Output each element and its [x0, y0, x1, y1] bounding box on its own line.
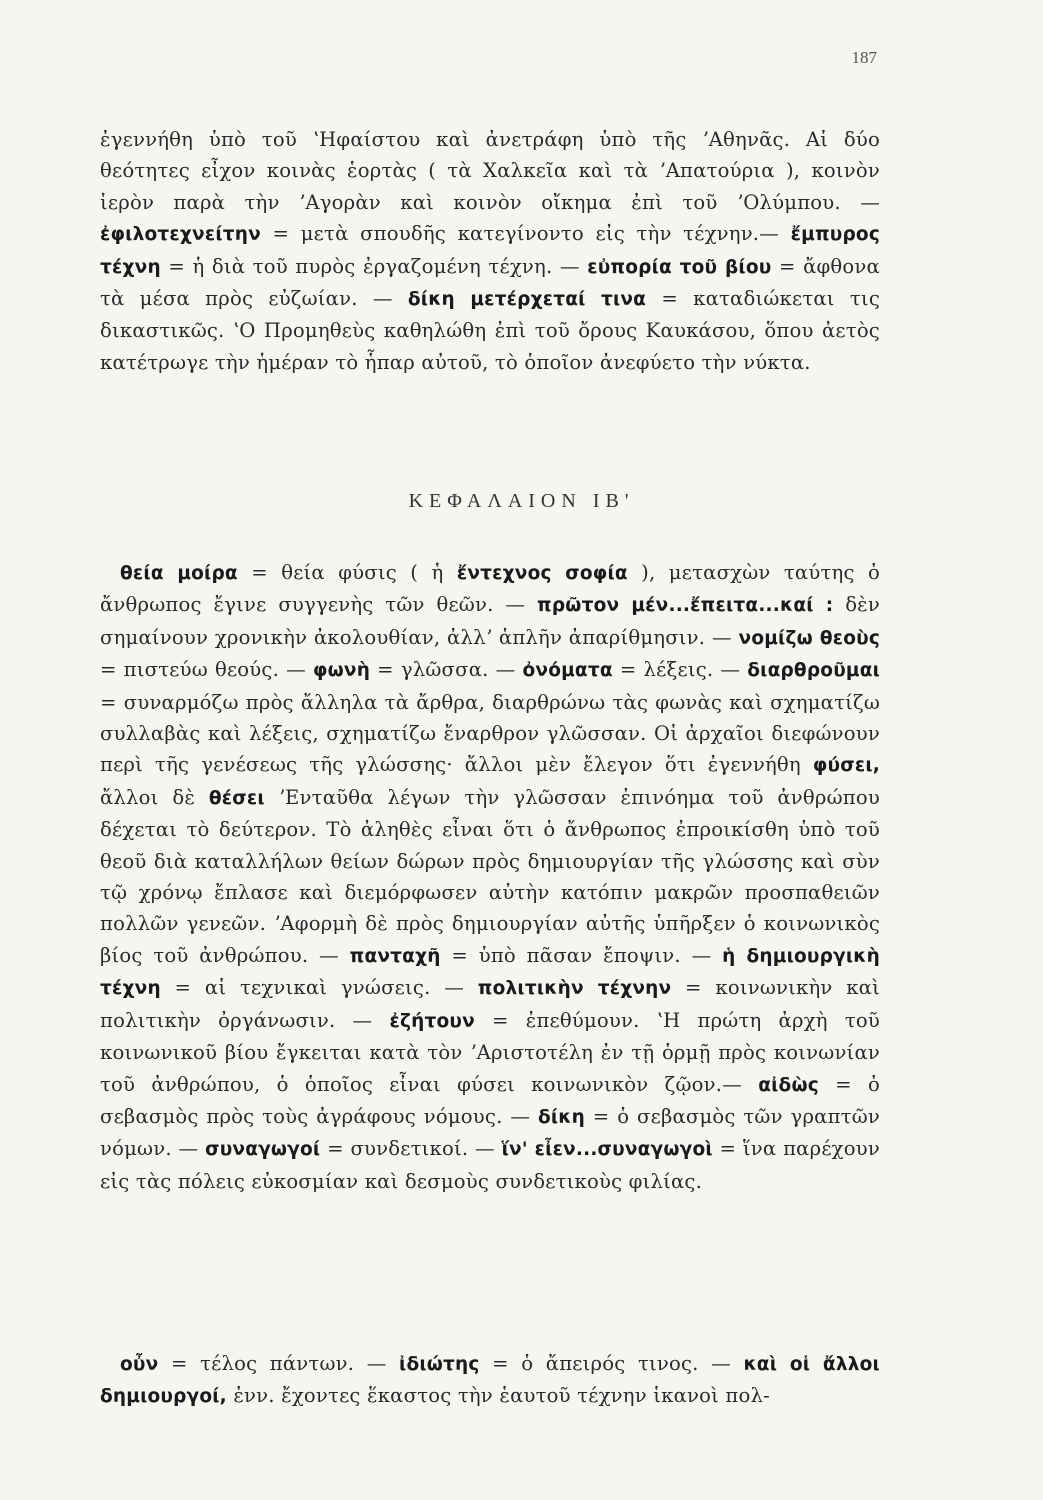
lemma-term: νομίζω θεοὺς [738, 627, 880, 649]
lemma-term: ἔντεχνος σοφία [456, 563, 628, 584]
text-segment: = μετὰ σπουδῆς κατεγίνοντο εἰς τὴν τέχνην.— [272, 222, 780, 246]
lemma-term: φωνὴ [312, 660, 371, 682]
text-segment: ἐγεννήθη ὑπὸ τοῦ ʽΗφαίστου καὶ ἀνετράφη ὑπὸ τῆς ʼΑθηνᾶς. Αἱ δύο θεότητες εἶχον κοινὰς ἑορτὰς ( τὰ Χαλκεῖα καὶ τὰ ʼΑπατούρια ), κοινὸν ἱερὸν παρὰ τὴν ʼΑγορὰν καὶ κοινὸν οἴκημα ἐπὶ τοῦ ʼΟλύμπου. — [100, 128, 880, 214]
lemma-term: οὖν [120, 1354, 159, 1375]
lemma-term: δίκη μετέρχεταί τινα [407, 289, 647, 311]
text-segment: ʼΕνταῦθα λέγων τὴν γλῶσσαν ἐπινόημα τοῦ ἀνθρώπου δέχεται τὸ δεύτερον. Τὸ ἀληθὲς εἶναι ὅτι ὁ ἄνθρωπος ἐπροικίσθη ὑπὸ τοῦ θεοῦ διὰ καταλλήλων θείων δώρων πρὸς δημιουργίαν τῆς γλώσσης καὶ σὺν τῷ χρόνῳ ἔπλασε καὶ διεμόρφωσεν αὐτὴν κατόπιν μακρῶν προσπαθειῶν πολλῶν γενεῶν. ʼΑφορμὴ δὲ πρὸς δημιουργίαν αὐτῆς ὑπῆρξεν ὁ κοινωνικὸς βίος τοῦ ἀνθρώπου. — [100, 785, 880, 967]
lemma-term: συναγωγοί [205, 1139, 321, 1161]
lemma-term: καὶ οἱ ἄλλοι δημιουργοί, [100, 1354, 880, 1408]
text-segment: = ἄφθονα τὰ μέσα πρὸς εὐζωίαν. — [100, 254, 880, 311]
lemma-term: ἰδιώτης [399, 1354, 480, 1375]
text-segment: = κοινωνικὴν καὶ πολιτικὴν ὀργάνωσιν. — [100, 976, 880, 1032]
text-segment: = ἐπεθύμουν. ʽΗ πρώτη ἀρχὴ τοῦ κοινωνικοῦ βίου ἔγκειται κατὰ τὸν ʼΑριστοτέλη ἐν τῇ ὁρμῇ πρὸς κοινωνίαν τοῦ ἀνθρώπου, ὁ ὁποῖος εἶναι φύσει κοινωνικὸν ζῷον.— [100, 1008, 880, 1096]
paragraph-final-commentary [100, 1348, 880, 1413]
text-segment: = αἱ τεχνικαὶ γνώσεις. — [174, 976, 465, 1000]
text-segment: = ἵνα παρέχουν εἰς τὰς πόλεις εὐκοσμίαν καὶ δεσμοὺς συνδετικοὺς φιλίας. [100, 1137, 880, 1193]
text-segment: = θεία φύσις ( ἡ [251, 561, 444, 584]
text-segment: ἐνν. ἔχοντες ἕκαστος τὴν ἑαυτοῦ τέχνην ἱκανοὶ πολ- [233, 1384, 770, 1408]
paragraph-prometheus-commentary [100, 124, 880, 378]
lemma-term: πρῶτον μέν...ἔπειτα...καί : [537, 595, 834, 617]
lemma-term: αἰδὼς [758, 1074, 819, 1096]
lemma-term: θέσει [208, 787, 265, 809]
text-segment: δὲν σημαίνουν χρονικὴν ἀκολουθίαν, ἀλλʼ ἁπλῆν ἀπαρίθμησιν. — [100, 593, 881, 649]
text-segment: = λέξεις. — [619, 658, 741, 682]
lemma-term: φύσει, [812, 755, 880, 777]
text-segment: = γλῶσσα. — [377, 658, 516, 682]
text-segment: ἄλλοι δὲ [100, 785, 196, 809]
lemma-term: ἔμπυρος τέχνη [100, 224, 880, 278]
text-segment: = ὁ σεβασμὸς πρὸς τοὺς ἀγράφους νόμους. — [100, 1072, 881, 1128]
lemma-term: δίκη [537, 1106, 585, 1128]
lemma-term: ἐζήτουν [389, 1010, 475, 1032]
lemma-term: ὀνόματα [522, 660, 613, 682]
text-segment: = ὑπὸ πᾶσαν ἔποψιν. — [451, 943, 712, 967]
chapter-heading: ΚΕΦΑΛΑΙΟΝ ΙΒ' [408, 490, 635, 512]
lemma-term: θεία μοίρα [120, 563, 238, 584]
text-segment: = τέλος πάντων. — [170, 1352, 387, 1375]
lemma-term: πανταχῆ [349, 945, 441, 967]
paragraph-chapter-commentary [100, 557, 880, 1197]
lemma-term: εὐπορία τοῦ βίου [587, 256, 772, 278]
text-segment: = ὁ ἄπειρός τινος. — [492, 1352, 731, 1375]
text-segment: = πιστεύω θεούς. — [100, 658, 306, 682]
lemma-term: ἡ δημιουργικὴ τέχνη [100, 945, 880, 1000]
text-segment: = ὁ σεβασμὸς τῶν γραπτῶν νόμων. — [100, 1104, 880, 1161]
lemma-term: ἵν' εἶεν...συναγωγοὶ [501, 1139, 713, 1161]
lemma-term: πολιτικὴν τέχνην [477, 978, 672, 1000]
text-segment: = συνδετικοί. — [327, 1137, 495, 1161]
text-segment: = συναρμόζω πρὸς ἄλληλα τὰ ἄρθρα, διαρθρώνω τὰς φωνὰς καὶ σχηματίζω συλλαβὰς καὶ λέξεις, σχηματίζω ἔναρθρον γλῶσσαν. Οἱ ἀρχαῖοι διεφώνουν περὶ τῆς γενέσεως τῆς γλώσσης· ἄλλοι μὲν ἔλεγον ὅτι ἐγεννήθη [100, 690, 880, 777]
lemma-term: διαρθροῦμαι [747, 660, 881, 682]
lemma-term: ἐφιλοτεχνείτην [100, 224, 261, 246]
text-segment: = ἡ διὰ τοῦ πυρὸς ἐργαζομένη τέχνη. — [168, 254, 580, 278]
text-segment: ), μετασχὼν ταύτης ὁ ἄνθρωπος ἔγινε συγγενὴς τῶν θεῶν. — [100, 561, 880, 617]
text-segment: = καταδιώκεται τις δικαστικῶς. ʽΟ Προμηθεὺς καθηλώθη ἐπὶ τοῦ ὄρους Καυκάσου, ὅπου ἀετὸς κατέτρωγε τὴν ἡμέραν τὸ ἧπαρ αὐτοῦ, τὸ ὁποῖον ἀνεφύετο τὴν νύκτα. [100, 287, 880, 374]
page-number: 187 [851, 48, 877, 67]
